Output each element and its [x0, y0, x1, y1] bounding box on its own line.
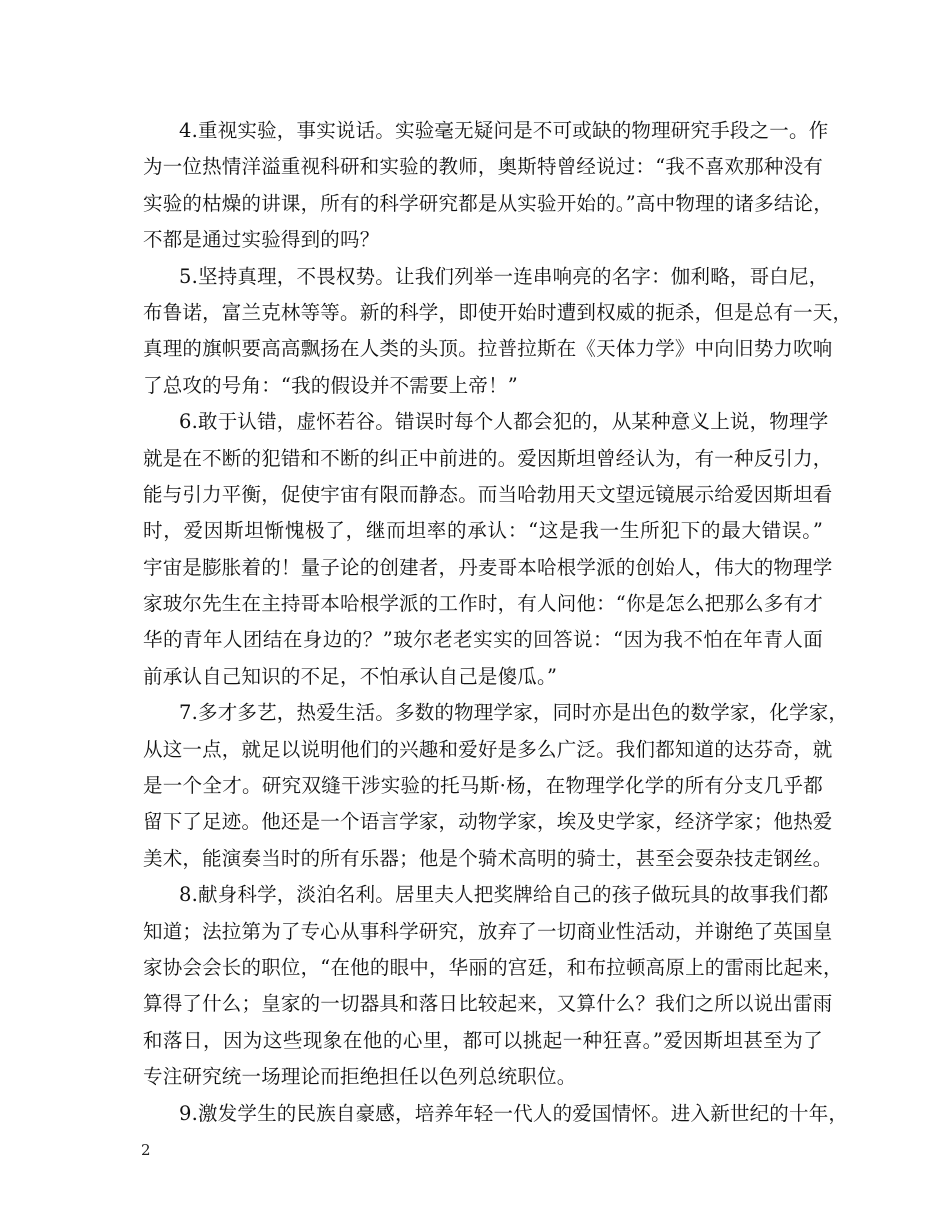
text-line: 不都是通过实验得到的吗？ — [143, 228, 380, 252]
text-line: 就是在不断的犯错和不断的纠正中前进的。爱因斯坦曾经认为，有一种反引力， — [143, 446, 833, 470]
text-line: 算得了什么；皇家的一切器具和落日比较起来，又算什么？我们之所以说出雷雨 — [143, 992, 833, 1016]
text-line: 专注研究统一场理论而拒绝担任以色列总统职位。 — [143, 1065, 577, 1089]
text-line: 从这一点，就足以说明他们的兴趣和爱好是多么广泛。我们都知道的达芬奇，就 — [143, 737, 833, 761]
text-line: 8.献身科学，淡泊名利。居里夫人把奖牌给自己的孩子做玩具的故事我们都 — [179, 883, 829, 907]
text-line: 实验的枯燥的讲课，所有的科学研究都是从实验开始的。”高中物理的诸多结论， — [143, 191, 833, 215]
text-line: 华的青年人团结在身边的？”玻尔老老实实的回答说：“因为我不怕在年青人面 — [143, 628, 823, 652]
text-line: 4.重视实验，事实说话。实验毫无疑问是不可或缺的物理研究手段之一。作 — [179, 119, 829, 142]
text-line: 前承认自己知识的不足，不怕承认自己是傻瓜。” — [143, 664, 558, 688]
text-line: 布鲁诺，富兰克林等等。新的科学，即使开始时遭到权威的扼杀，但是总有一天， — [143, 300, 853, 324]
text-line: 能与引力平衡，促使宇宙有限而静态。而当哈勃用天文望远镜展示给爱因斯坦看 — [143, 482, 833, 506]
text-line: 家协会会长的职位，“在他的眼中，华丽的宫廷，和布拉顿高原上的雷雨比起来， — [143, 955, 843, 979]
text-line: 7.多才多艺，热爱生活。多数的物理学家，同时亦是出色的数学家，化学家， — [179, 701, 849, 725]
text-line: 宇宙是膨胀着的！量子论的创建者，丹麦哥本哈根学派的创始人，伟大的物理学 — [143, 555, 833, 579]
body-text — [143, 113, 853, 1132]
text-line: 知道；法拉第为了专心从事科学研究，放弃了一切商业性活动，并谢绝了英国皇 — [143, 919, 833, 943]
text-line: 6.敢于认错，虚怀若谷。错误时每个人都会犯的，从某种意义上说，物理学 — [179, 410, 829, 434]
text-line: 5.坚持真理，不畏权势。让我们列举一连串响亮的名字：伽利略，哥白尼， — [179, 264, 829, 288]
text-line: 时，爱因斯坦惭愧极了，继而坦率的承认：“这是我一生所犯下的最大错误。” — [143, 519, 823, 543]
text-line: 和落日，因为这些现象在他的心里，都可以挑起一种狂喜。”爱因斯坦甚至为了 — [143, 1028, 823, 1052]
text-line: 了总攻的号角：“我的假设并不需要上帝！” — [143, 373, 518, 397]
text-line: 真理的旗帜要高高飘扬在人类的头顶。拉普拉斯在《天体力学》中向旧势力吹响 — [143, 337, 833, 361]
text-line: 家玻尔先生在主持哥本哈根学派的工作时，有人问他：“你是怎么把那么多有才 — [143, 592, 823, 616]
text-line: 美术，能演奏当时的所有乐器；他是个骑术高明的骑士，甚至会耍杂技走钢丝。 — [143, 846, 833, 870]
text-line: 是一个全才。研究双缝干涉实验的托马斯·杨，在物理学化学的所有分支几乎都 — [143, 774, 823, 798]
text-line: 留下了足迹。他还是一个语言学家，动物学家，埃及史学家，经济学家；他热爱 — [143, 810, 833, 834]
text-line: 9.激发学生的民族自豪感，培养年轻一代人的爱国情怀。进入新世纪的十年， — [179, 1101, 849, 1125]
page-number: 2 — [141, 1141, 151, 1159]
text-line: 为一位热情洋溢重视科研和实验的教师，奥斯特曾经说过：“我不喜欢那种没有 — [143, 155, 823, 179]
